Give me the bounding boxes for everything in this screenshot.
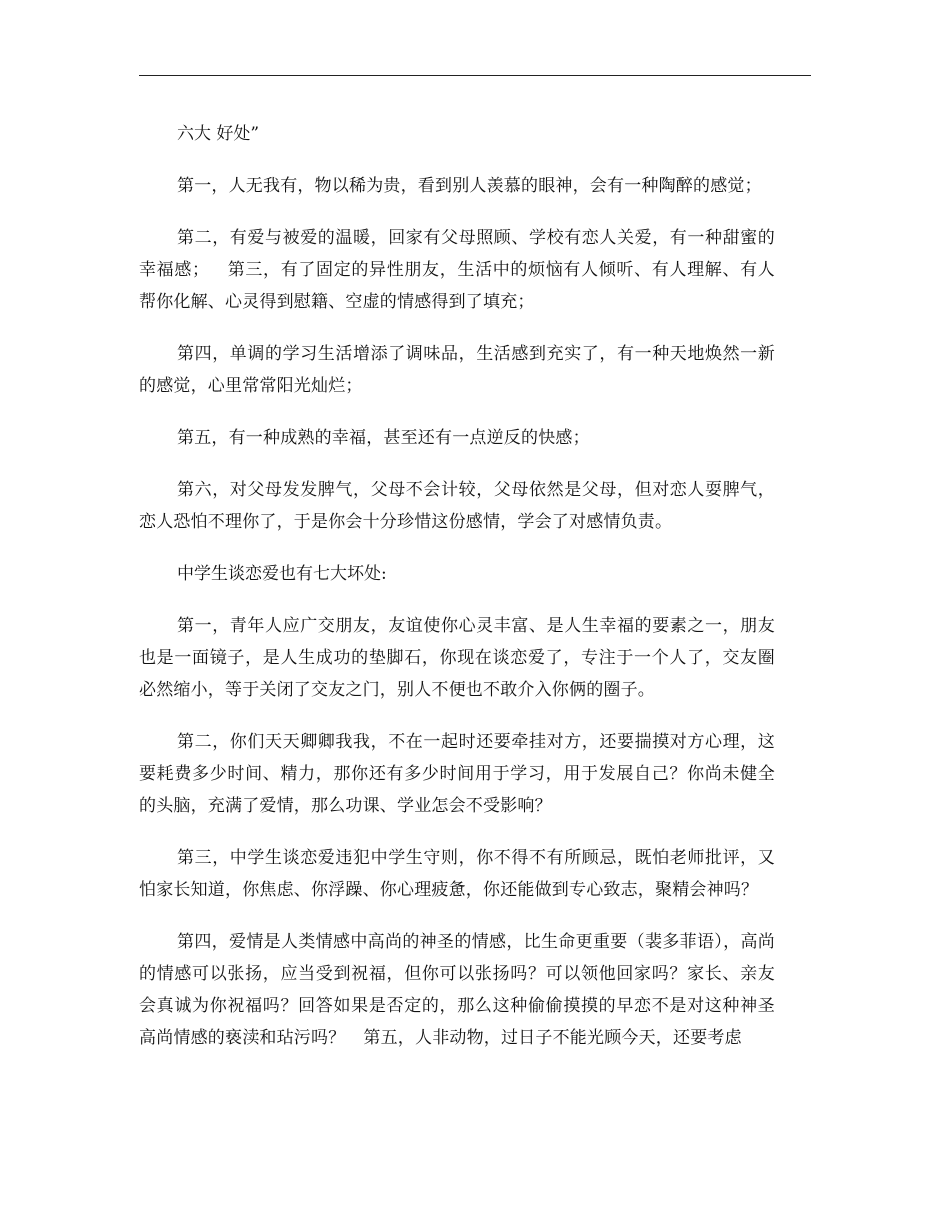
document-body — [139, 118, 775, 1074]
harm-4-5 — [139, 926, 775, 1054]
intro-heading: 六大 好处” — [177, 124, 260, 144]
benefit-4: 第四，单调的学习生活增添了调味品，生活感到充实了，有一种天地焕然一新的感觉，心里常常阳光灿烂； — [139, 344, 775, 396]
harm-4: 第四，爱情是人类情感中高尚的神圣的情感，比生命更重要（裴多菲语），高尚的情感可以张扬，应当受到祝福，但你可以张扬吗？可以领他回家吗？家长、亲友会真诚为你祝福吗？回答如果是否定的，那么这种偷偷摸摸的早恋不是对这种神圣高尚情感的亵渎和玷污吗？ — [139, 932, 775, 1048]
benefit-3: 第三，有了固定的异性朋友，生活中的烦恼有人倾听、有人理解、有人帮你化解、心灵得到慰籍、空虚的情感得到了填充； — [139, 260, 775, 312]
harm-3: 第三，中学生谈恋爱违犯中学生守则，你不得不有所顾忌，既怕老师批评，又怕家长知道，你焦虑、你浮躁、你心理疲惫，你还能做到专心致志，聚精会神吗？ — [139, 848, 775, 900]
harm-1: 第一，青年人应广交朋友，友谊使你心灵丰富、是人生幸福的要素之一，朋友也是一面镜子，是人生成功的垫脚石，你现在谈恋爱了，专注于一个人了，交友圈必然缩小，等于关闭了交友之门，别人不便也不敢介入你俩的圈子。 — [139, 616, 775, 700]
benefit-1: 第一，人无我有，物以稀为贵，看到别人羡慕的眼神，会有一种陶醉的感觉； — [177, 176, 762, 196]
benefit-6: 第六，对父母发发脾气，父母不会计较，父母依然是父母，但对恋人耍脾气，恋人恐怕不理你了，于是你会十分珍惜这份感情，学会了对感情负责。 — [139, 480, 775, 532]
benefit-2: 第二，有爱与被爱的温暖，回家有父母照顾、学校有恋人关爱，有一种甜蜜的幸福感； — [139, 228, 775, 280]
header-rule — [139, 75, 811, 76]
harms-heading: 中学生谈恋爱也有七大坏处: — [177, 564, 387, 584]
benefit-5: 第五，有一种成熟的幸福，甚至还有一点逆反的快感； — [177, 428, 590, 448]
harm-2: 第二，你们天天卿卿我我，不在一起时还要牵挂对方，还要揣摸对方心理，这要耗费多少时间、精力，那你还有多少时间用于学习，用于发展自己？你尚未健全的头脑，充满了爱情，那么功课、学业怎会不受影响？ — [139, 732, 775, 816]
benefit-2-3 — [139, 222, 775, 318]
harm-5: 第五，人非动物，过日子不能光顾今天，还要考虑 — [363, 1028, 742, 1048]
